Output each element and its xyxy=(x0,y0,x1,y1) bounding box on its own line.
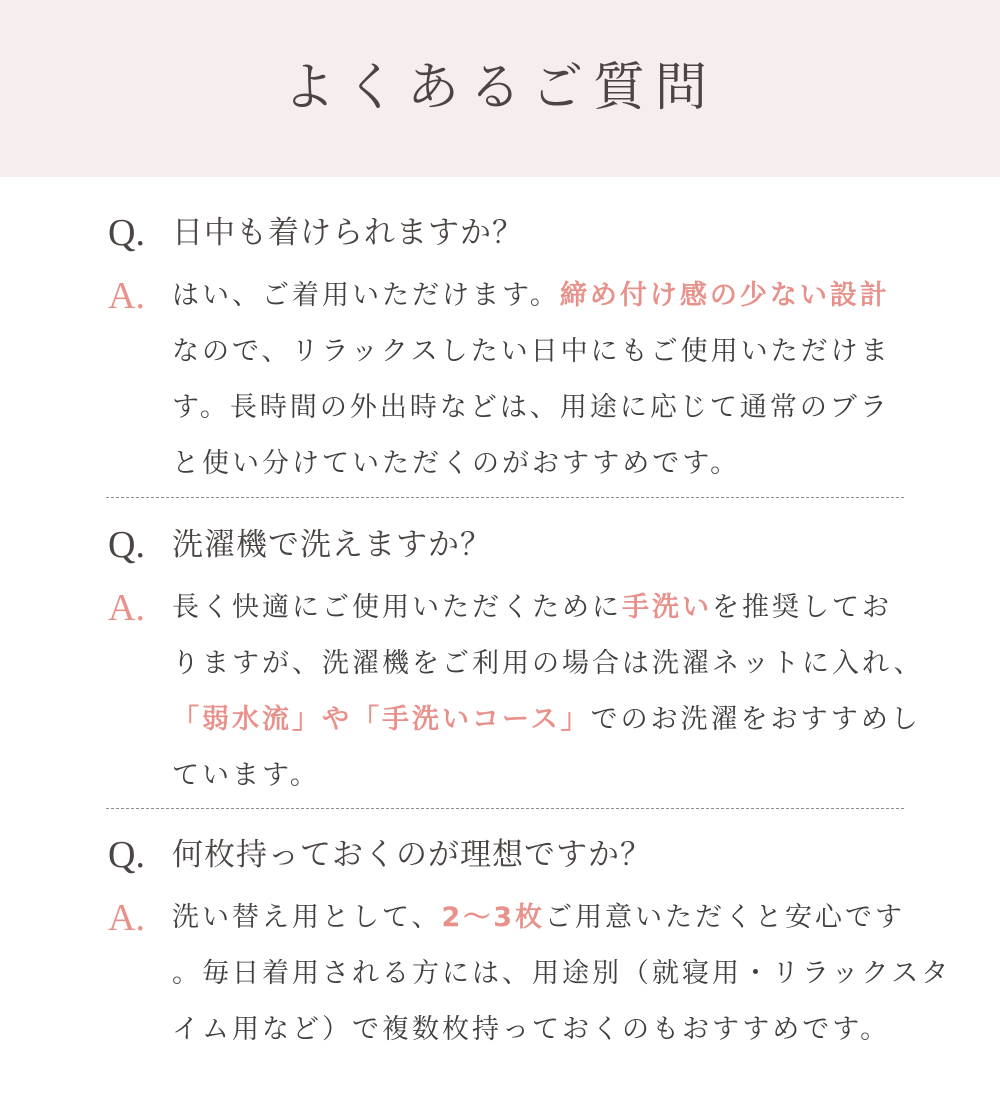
faq-item xyxy=(108,832,952,1058)
answer-line xyxy=(172,268,928,324)
answer-segment: なので、リラックスしたい日中にもご使用いただけま xyxy=(172,336,891,367)
highlight-text: 手洗い xyxy=(622,592,712,623)
answer-line xyxy=(172,580,928,636)
answer-segment: ています。 xyxy=(172,760,320,791)
answer-segment: 洗い替え用として、 xyxy=(172,902,442,933)
answer-line xyxy=(172,324,928,380)
faq-answer xyxy=(108,268,928,492)
answer-segment: りますが、洗濯機をご利用の場合は洗濯ネットに入れ、 xyxy=(172,648,924,679)
faq-item xyxy=(108,522,928,804)
highlight-text: 2〜3枚 xyxy=(441,902,546,933)
answer-text xyxy=(172,890,952,1058)
answer-segment: を推奨してお xyxy=(712,592,892,623)
answer-segment: はい、ご着用いただけます。 xyxy=(172,280,560,311)
answer-segment: す。長時間の外出時などは、用途に応じて通常のブラ xyxy=(172,392,890,423)
dashed-divider xyxy=(106,497,904,498)
answer-line xyxy=(172,946,952,1002)
q-mark: Q. xyxy=(108,524,145,566)
question-text: 日中も着けられますか？ xyxy=(172,215,524,251)
answer-segment: でのお洗濯をおすすめし xyxy=(590,704,921,735)
question-text: 洗濯機で洗えますか？ xyxy=(172,527,492,563)
answer-text xyxy=(172,268,928,492)
q-mark: Q. xyxy=(108,834,145,876)
answer-segment: ご用意いただくと安心です xyxy=(545,902,906,933)
answer-segment: イム用など）で複数枚持っておくのもおすすめです。 xyxy=(172,1014,891,1045)
answer-line xyxy=(172,636,928,692)
question-text: 何枚持っておくのが理想ですか？ xyxy=(172,837,652,873)
faq-answer xyxy=(108,890,952,1058)
answer-line xyxy=(172,748,928,804)
faq-answer xyxy=(108,580,928,804)
answer-line xyxy=(172,692,928,748)
answer-text xyxy=(172,580,928,804)
answer-segment: 長く快適にご使用いただくために xyxy=(172,592,622,623)
answer-segment: 。毎日着用される方には、用途別（就寝用・リラックスタ xyxy=(172,958,952,989)
page-title: よくあるご質問 xyxy=(282,58,717,118)
answer-line xyxy=(172,890,928,946)
dashed-divider xyxy=(106,808,904,809)
a-mark: A. xyxy=(108,587,145,629)
faq-item xyxy=(108,210,928,492)
answer-line xyxy=(172,380,928,436)
faq-question xyxy=(108,522,928,568)
highlight-text: 「弱水流」や「手洗いコース」 xyxy=(172,704,591,735)
page-header xyxy=(0,0,1000,177)
answer-line xyxy=(172,1002,928,1058)
answer-line xyxy=(172,436,928,492)
answer-segment: と使い分けていただくのがおすすめです。 xyxy=(172,448,741,479)
q-mark: Q. xyxy=(108,212,145,254)
a-mark: A. xyxy=(108,897,145,939)
highlight-text: 締め付け感の少ない設計 xyxy=(559,280,890,311)
faq-question xyxy=(108,210,928,256)
a-mark: A. xyxy=(108,275,145,317)
faq-question xyxy=(108,832,928,878)
